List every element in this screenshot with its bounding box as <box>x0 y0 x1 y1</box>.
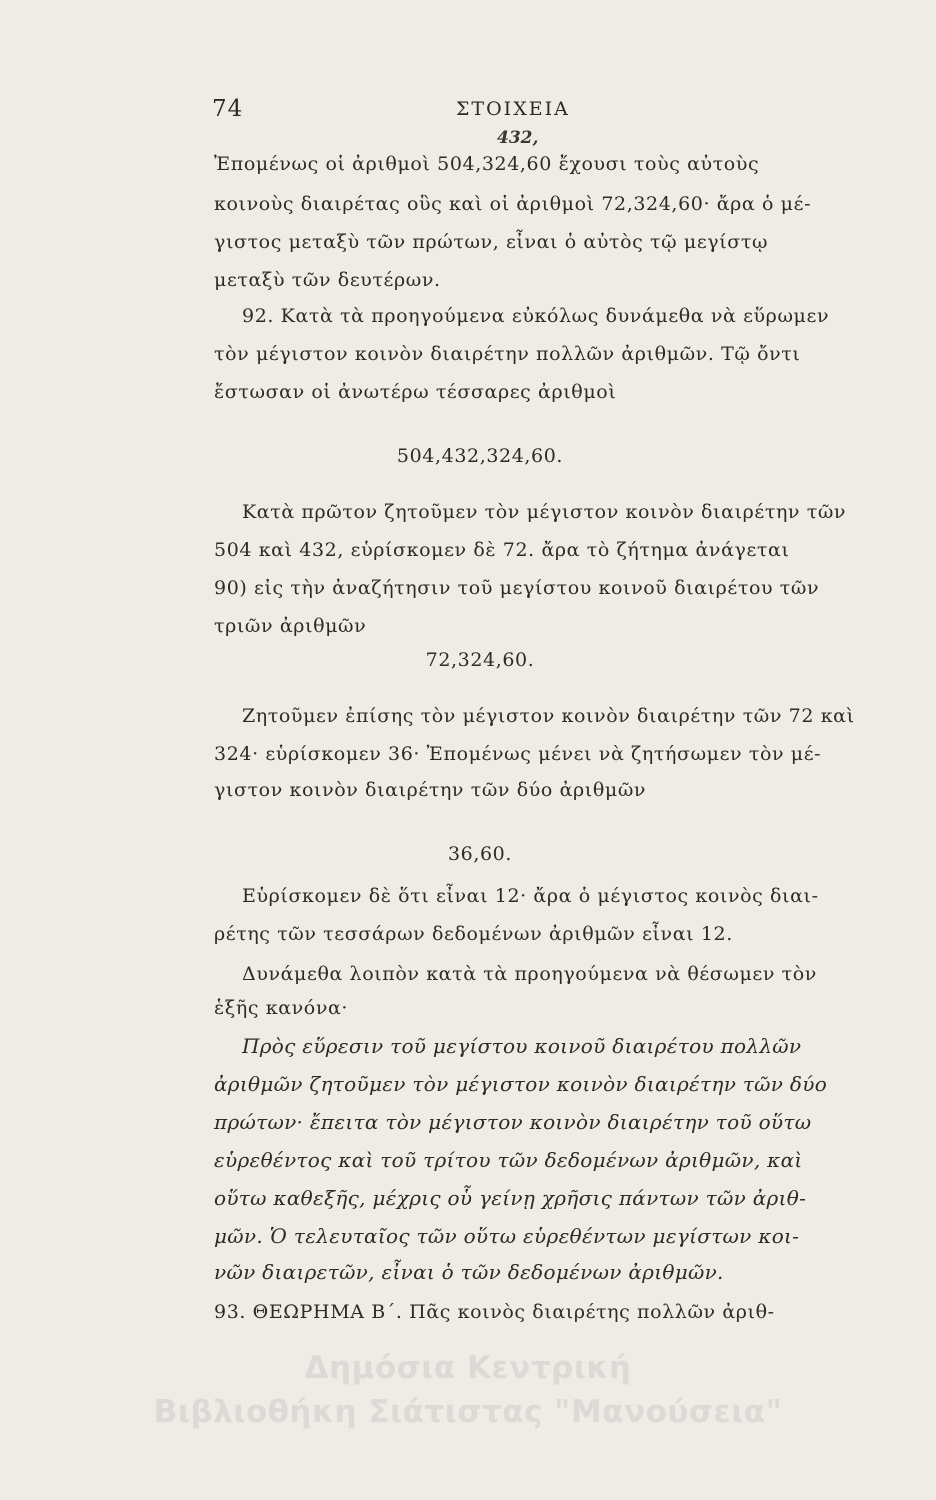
rule-text-line: πρώτων· ἔπειτα τὸν μέγιστον κοινὸν διαιρέτην τοῦ οὕτω <box>214 1110 812 1134</box>
text-line: ἑξῆς κανόνα· <box>214 997 349 1019</box>
rule-text-line: ἀριθμῶν ζητοῦμεν τὸν μέγιστον κοινὸν διαιρέτην τῶν δύο <box>214 1072 828 1096</box>
library-watermark-line1: Δημόσια Κεντρική <box>304 1350 632 1386</box>
text-line: Δυνάμεθα λοιπὸν κατὰ τὰ προηγούμενα νὰ θέσωμεν τὸν <box>242 963 817 985</box>
text-line: τὸν μέγιστον κοινὸν διαιρέτην πολλῶν ἀριθμῶν. Τῷ ὄντι <box>214 343 801 365</box>
text-line: γιστος μεταξὺ τῶν πρώτων, εἶναι ὁ αὐτὸς τῷ μεγίστῳ <box>214 231 769 253</box>
numbers-display: 504,432,324,60. <box>396 445 564 467</box>
running-title: ΣΤΟΙΧΕΙΑ <box>456 98 570 120</box>
paragraph-92-start: 92. Κατὰ τὰ προηγούμενα εὐκόλως δυνάμεθα νὰ εὕρωμεν <box>242 305 830 327</box>
text-line: 324· εὑρίσκομεν 36· Ἐπομένως μένει νὰ ζητήσωμεν τὸν μέ- <box>214 743 822 765</box>
text-line: 90) εἰς τὴν ἀναζήτησιν τοῦ μεγίστου κοινοῦ διαιρέτου τῶν <box>214 577 820 599</box>
text-line: Εὑρίσκομεν δὲ ὅτι εἶναι 12· ἄρα ὁ μέγιστος κοινὸς διαι- <box>242 885 819 907</box>
handwritten-margin-note: 432, <box>497 128 539 148</box>
text-line: Κατὰ πρῶτον ζητοῦμεν τὸν μέγιστον κοινὸν διαιρέτην τῶν <box>242 501 847 523</box>
text-line: ρέτης τῶν τεσσάρων δεδομένων ἀριθμῶν εἶναι 12. <box>214 923 733 945</box>
page-number: 74 <box>212 96 244 122</box>
rule-text-line: οὕτω καθεξῆς, μέχρις οὗ γείνῃ χρῆσις πάντων τῶν ἀριθ- <box>214 1186 807 1210</box>
text-line: γιστον κοινὸν διαιρέτην τῶν δύο ἀριθμῶν <box>214 779 647 801</box>
text-line: Ἐπομένως οἱ ἀριθμοὶ 504,324,60 ἔχουσι τοὺς αὐτοὺς <box>214 153 760 175</box>
text-line: κοινοὺς διαιρέτας οὓς καὶ οἱ ἀριθμοὶ 72,324,60· ἄρα ὁ μέ- <box>214 193 812 215</box>
numbers-display: 36,60. <box>447 843 513 865</box>
rule-text-line: μῶν. Ὁ τελευταῖος τῶν οὕτω εὑρεθέντων μεγίστων κοι- <box>214 1224 800 1248</box>
library-watermark-line2: Βιβλιοθήκη Σιάτιστας "Μανούσεια" <box>153 1394 783 1430</box>
text-line: τριῶν ἀριθμῶν <box>214 615 367 637</box>
numbers-display: 72,324,60. <box>425 649 535 671</box>
text-line: Ζητοῦμεν ἐπίσης τὸν μέγιστον κοινὸν διαιρέτην τῶν 72 καὶ <box>242 705 855 727</box>
text-line: μεταξὺ τῶν δευτέρων. <box>214 269 441 291</box>
rule-text-line: Πρὸς εὕρεσιν τοῦ μεγίστου κοινοῦ διαιρέτου πολλῶν <box>242 1034 802 1058</box>
rule-text-line: νῶν διαιρετῶν, εἶναι ὁ τῶν δεδομένων ἀριθμῶν. <box>214 1260 724 1284</box>
rule-text-line: εὑρεθέντος καὶ τοῦ τρίτου τῶν δεδομένων ἀριθμῶν, καὶ <box>214 1148 803 1172</box>
text-line: 504 καὶ 432, εὑρίσκομεν δὲ 72. ἄρα τὸ ζήτημα ἀνάγεται <box>214 539 790 561</box>
theorem-heading: 93. ΘΕΩΡΗΜΑ Β΄. Πᾶς κοινὸς διαιρέτης πολλῶν ἀριθ- <box>214 1301 775 1323</box>
text-line: ἔστωσαν οἱ ἀνωτέρω τέσσαρες ἀριθμοὶ <box>214 381 617 403</box>
